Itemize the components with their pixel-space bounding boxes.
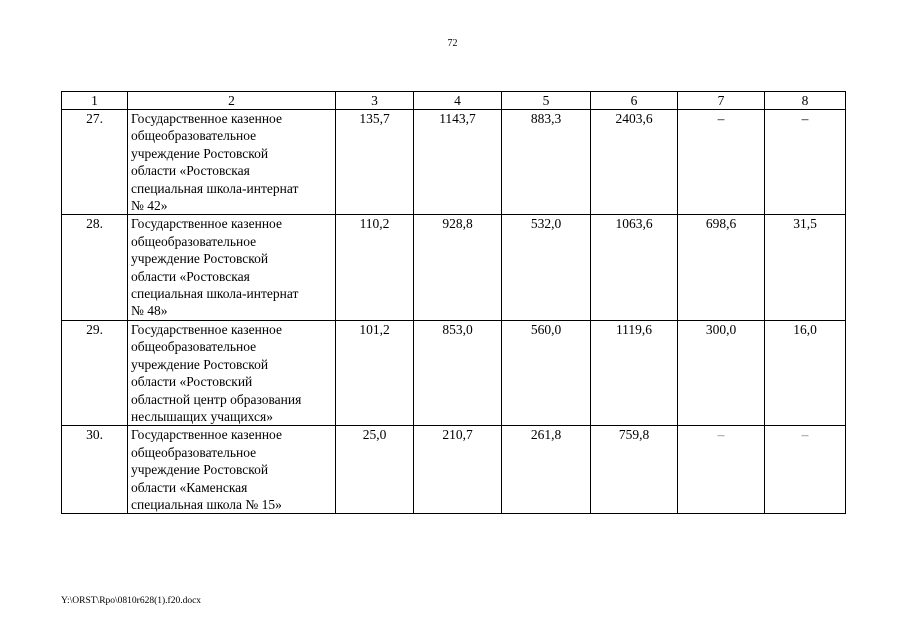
name-line: Государственное казенное	[131, 321, 282, 337]
table-row	[62, 426, 846, 514]
column-header: 5	[502, 92, 591, 110]
page-number: 72	[447, 38, 458, 49]
institution-name	[128, 110, 336, 215]
value-cell: 261,8	[502, 426, 591, 514]
name-line: учреждение Ростовской	[131, 145, 269, 161]
name-line: области «Ростовский	[131, 374, 253, 390]
value-cell: 300,0	[678, 320, 765, 425]
value-cell: 210,7	[414, 426, 502, 514]
value-cell: –	[765, 426, 846, 514]
name-line: специальная школа-интернат	[131, 286, 299, 302]
name-line: Государственное казенное	[131, 427, 282, 443]
value-cell: 25,0	[336, 426, 414, 514]
value-cell: 883,3	[502, 110, 591, 215]
name-line: учреждение Ростовской	[131, 462, 269, 478]
table-row	[62, 215, 846, 320]
value-cell: 2403,6	[591, 110, 678, 215]
institution-name	[128, 215, 336, 320]
value-cell: 1119,6	[591, 320, 678, 425]
table-header-row	[62, 92, 846, 110]
column-header: 8	[765, 92, 846, 110]
name-line: общеобразовательное	[131, 339, 257, 355]
value-cell: 110,2	[336, 215, 414, 320]
value-cell: 532,0	[502, 215, 591, 320]
value-cell: –	[765, 110, 846, 215]
name-line: специальная школа № 15»	[131, 496, 282, 512]
value-cell: 16,0	[765, 320, 846, 425]
value-cell: –	[678, 110, 765, 215]
value-cell: 759,8	[591, 426, 678, 514]
value-cell: 853,0	[414, 320, 502, 425]
value-cell: 928,8	[414, 215, 502, 320]
table-row	[62, 320, 846, 425]
name-line: общеобразовательное	[131, 233, 257, 249]
column-header: 6	[591, 92, 678, 110]
name-line: Государственное казенное	[131, 216, 282, 232]
data-table	[61, 91, 846, 514]
row-number: 27.	[62, 110, 128, 215]
name-line: общеобразовательное	[131, 128, 257, 144]
name-line: общеобразовательное	[131, 444, 257, 460]
name-line: неслышащих учащихся»	[131, 408, 273, 424]
column-header: 1	[62, 92, 128, 110]
name-line: области «Ростовская	[131, 163, 250, 179]
value-cell: 698,6	[678, 215, 765, 320]
value-cell: –	[678, 426, 765, 514]
column-header: 2	[128, 92, 336, 110]
column-header: 7	[678, 92, 765, 110]
table-row	[62, 110, 846, 215]
name-line: областной центр образования	[131, 391, 302, 407]
value-cell: 1143,7	[414, 110, 502, 215]
institution-name	[128, 426, 336, 514]
value-cell: 560,0	[502, 320, 591, 425]
row-number: 29.	[62, 320, 128, 425]
row-number: 28.	[62, 215, 128, 320]
name-line: области «Каменская	[131, 479, 248, 495]
name-line: учреждение Ростовской	[131, 356, 269, 372]
file-path-footer: Y:\ORST\Rpo\0810r628(1).f20.docx	[61, 596, 202, 606]
value-cell: 135,7	[336, 110, 414, 215]
name-line: учреждение Ростовской	[131, 251, 269, 267]
name-line: области «Ростовская	[131, 268, 250, 284]
institution-name	[128, 320, 336, 425]
value-cell: 31,5	[765, 215, 846, 320]
name-line: специальная школа-интернат	[131, 180, 299, 196]
value-cell: 1063,6	[591, 215, 678, 320]
row-number: 30.	[62, 426, 128, 514]
name-line: № 42»	[131, 198, 168, 214]
name-line: № 48»	[131, 303, 168, 319]
column-header: 3	[336, 92, 414, 110]
column-header: 4	[414, 92, 502, 110]
value-cell: 101,2	[336, 320, 414, 425]
name-line: Государственное казенное	[131, 111, 282, 126]
